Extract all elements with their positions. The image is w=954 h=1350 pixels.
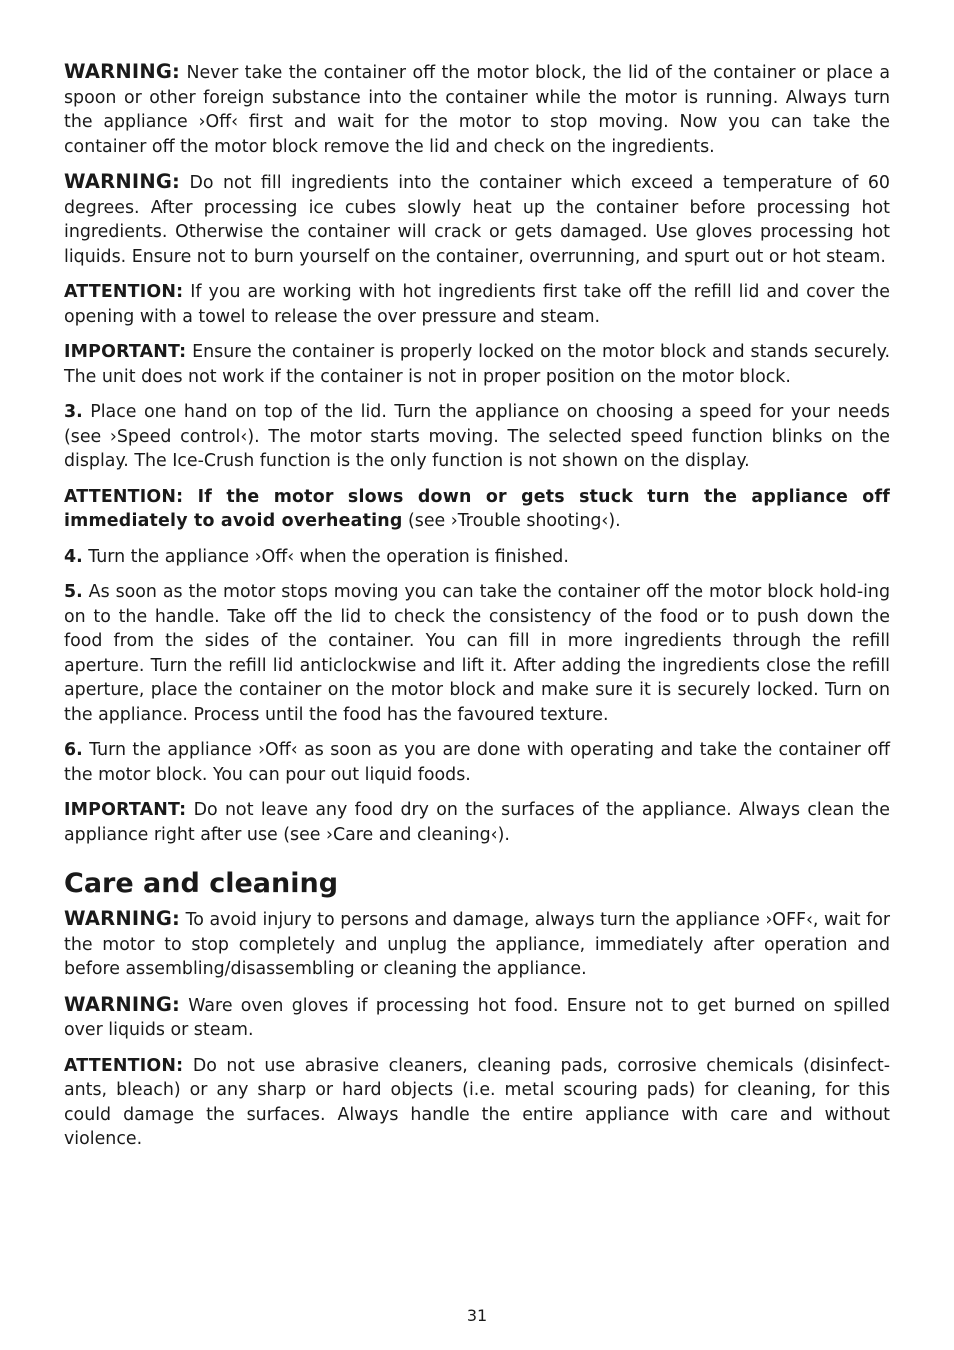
attention-paragraph [64, 1054, 890, 1152]
important-paragraph [64, 798, 890, 847]
paragraph-text: Ensure the container is properly locked on the motor block and stands securely. The unit does not work if the container is not in proper position on the motor block. [64, 342, 890, 387]
warning-label: WARNING: [64, 60, 181, 83]
warning-label: WARNING: [64, 992, 181, 1016]
paragraph-text: If you are working with hot ingredients first take off the refill lid and cover the opening with a towel to release the over pressure and steam. [64, 282, 890, 327]
step-number: 4. [64, 546, 83, 567]
attention-label: ATTENTION: [64, 282, 184, 302]
warning-label: WARNING: [64, 907, 181, 930]
attention-paragraph [64, 485, 890, 534]
warning-label: WARNING: [64, 170, 181, 193]
section-title: Care and cleaning [64, 868, 339, 899]
step-number: 3. [64, 402, 83, 422]
step-number: 5. [64, 582, 83, 602]
warning-paragraph [64, 170, 890, 269]
paragraph-text: Do not use abrasive cleaners, cleaning pads, corrosive chemicals (disinfect-ants, bleach) or any sharp or hard objects (i.e. metal scouring pads) for cleaning, for this could damage the surfaces. Always handle the entire appliance with care and without violence. [64, 1055, 890, 1149]
step-5-paragraph [64, 580, 890, 727]
step-4-paragraph [64, 545, 890, 570]
warning-paragraph [64, 60, 890, 159]
paragraph-text: (see ›Trouble shooting‹). [402, 511, 621, 531]
paragraph-text: As soon as the motor stops moving you can take the container off the motor block hold-ing on to the handle. Take off the lid to check the consistency of the food or to push down the food from the sides of the container. You can fill in more ingredients through the refill aperture. Turn the refill lid anticlockwise and lift it. After adding the ingredients close the refill aperture, place the container on the motor block and make sure it is securely locked. Turn on the appliance. Process until the food has the favoured texture. [64, 582, 890, 725]
step-number: 6. [64, 740, 83, 760]
paragraph-text: Do not fill ingredients into the container which exceed a temperature of 60 degrees. After processing ice cubes slowly heat up the container before processing hot ingredients. Otherwise the container will crack or gets damaged. Use gloves processing hot liquids. Ensure not to burn yourself on the container, overrunning, and spurt out or hot steam. [64, 173, 890, 267]
paragraph-text: To avoid injury to persons and damage, always turn the appliance ›OFF‹, wait for the motor to stop completely and unplug the appliance, immediately after operation and before assembling/disassembling or cleaning the appliance. [64, 910, 890, 979]
attention-label: ATTENTION: If the motor slows down or gets stuck turn the appliance off immediately to avoid overheating [64, 486, 890, 531]
attention-paragraph [64, 280, 890, 329]
paragraph-text: Turn the appliance ›Off‹ when the operation is finished. [82, 546, 569, 567]
important-label: IMPORTANT: [64, 342, 187, 362]
paragraph-text: Do not leave any food dry on the surfaces of the appliance. Always clean the appliance right after use (see ›Care and cleaning‹). [64, 800, 890, 845]
warning-paragraph [64, 907, 890, 982]
paragraph-text: Turn the appliance ›Off‹ as soon as you are done with operating and take the container off the motor block. You can pour out liquid foods. [64, 740, 890, 785]
paragraph-text: Place one hand on top of the lid. Turn the appliance on choosing a speed for your needs (see ›Speed control‹). The motor starts moving. The selected speed function blinks on the display. The Ice-Crush function is the only function is not shown on the display. [64, 402, 890, 471]
step-3-paragraph [64, 400, 890, 474]
step-6-paragraph [64, 738, 890, 787]
document-page [64, 60, 890, 1163]
important-label: IMPORTANT: [64, 800, 187, 820]
paragraph-text: Ware oven gloves if processing hot food. Ensure not to get burned on spilled over liquids or steam. [64, 995, 890, 1040]
page-number: 31 [466, 1306, 488, 1325]
attention-label: ATTENTION: [64, 1055, 184, 1076]
paragraph-text: Never take the container off the motor block, the lid of the container or place a spoon or other foreign substance into the container while the motor is running. Always turn the appliance ›Off‹ first and wait for the motor to stop moving. Now you can take the container off the motor block remove the lid and check on the ingredients. [64, 63, 890, 157]
warning-paragraph [64, 993, 890, 1043]
important-paragraph [64, 340, 890, 389]
